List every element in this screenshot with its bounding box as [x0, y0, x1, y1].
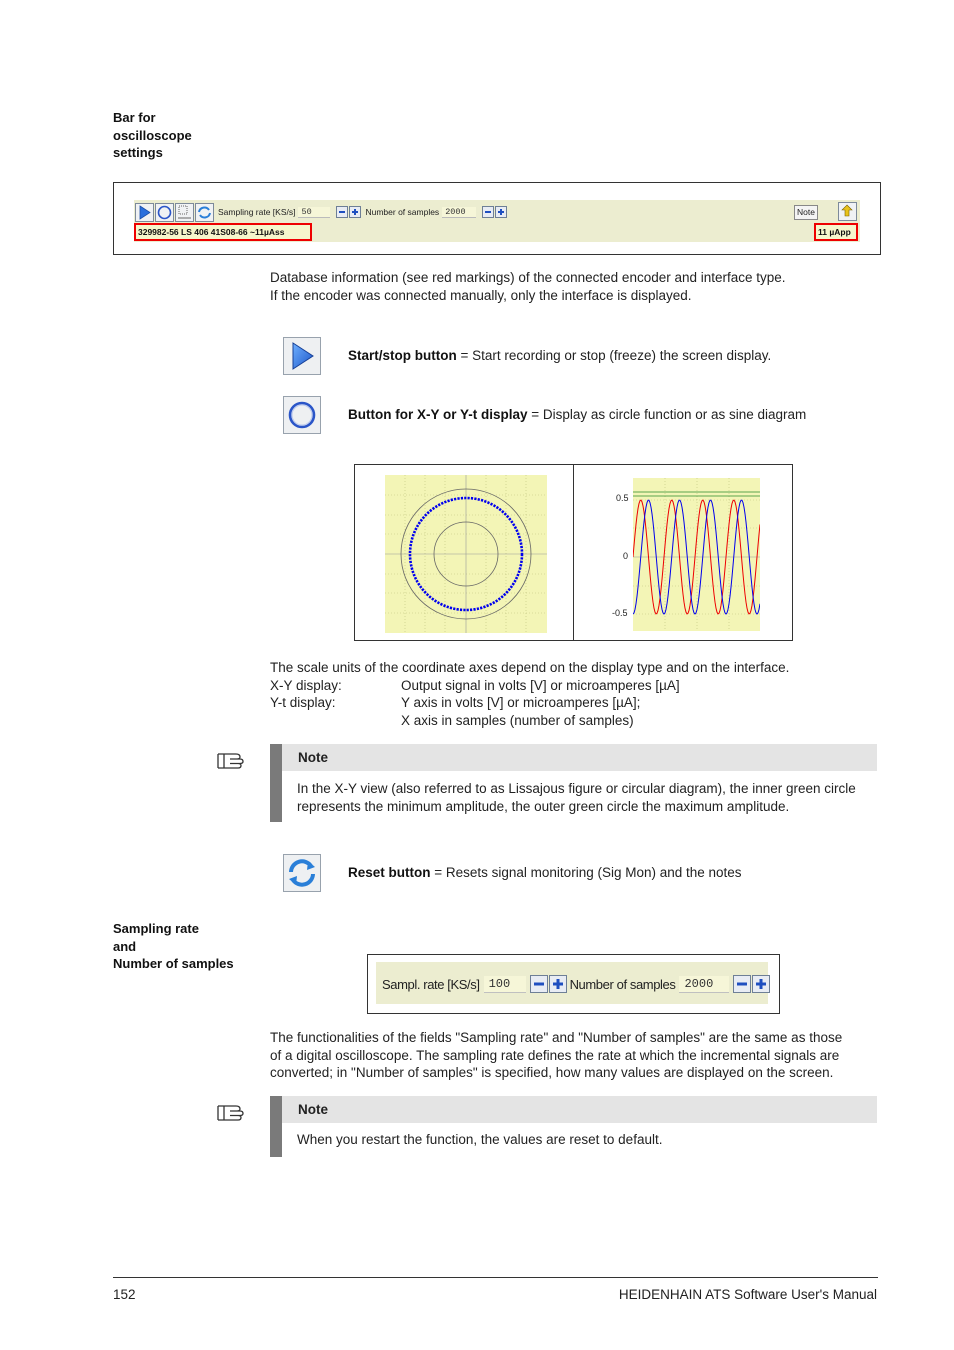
xy-display-label: X-Y display:: [270, 678, 342, 693]
minus-icon[interactable]: [733, 975, 751, 993]
play-icon: [284, 338, 320, 374]
start-stop-description: Start/stop button = Start recording or stop (freeze) the screen display.: [348, 348, 772, 363]
samples-label: Number of samples: [365, 207, 440, 217]
note-1-bar: [270, 744, 282, 822]
sampling-rate-field[interactable]: 100: [484, 976, 526, 993]
reset-icon[interactable]: [195, 203, 214, 222]
plus-icon[interactable]: [549, 975, 567, 993]
minus-icon[interactable]: [482, 206, 494, 218]
note-1-text: In the X-Y view (also referred to as Lissajous figure or circular diagram), the inner green circle represents the minimum amplitude, the outer green circle the maximum amplitude.: [297, 781, 856, 814]
reset-icon: [284, 855, 320, 891]
plus-icon[interactable]: [495, 206, 507, 218]
sampling-rate-field[interactable]: 50: [298, 207, 330, 218]
note-1-title: Note: [282, 744, 877, 771]
xy-button-image: [283, 396, 321, 434]
play-icon[interactable]: [135, 203, 154, 222]
note-button[interactable]: Note: [794, 205, 818, 220]
footer-rule: [113, 1277, 878, 1278]
note-2-title: Note: [282, 1096, 877, 1123]
oscilloscope-toolbar: [134, 200, 860, 242]
functionality-text: The functionalities of the fields "Sampling rate" and "Number of samples" are the same as those of a digital oscilloscope. The sampling rate defines the rate at which the incremental signals are converted; in "Number of samples" is specified, how many values are displayed on the screen.: [270, 1030, 843, 1080]
note-2-bar: [270, 1096, 282, 1157]
pointing-hand-icon: [216, 1098, 252, 1124]
note-2-text: When you restart the function, the values are reset to default.: [297, 1132, 663, 1147]
sampling-panel: [376, 962, 768, 1004]
y-tick-mid: 0: [623, 551, 629, 561]
y-tick-top: 0.5: [616, 493, 629, 503]
plus-icon[interactable]: [349, 206, 361, 218]
section-heading-bar: Bar for oscilloscope settings: [113, 110, 192, 160]
circle-display-icon: [284, 397, 320, 433]
plus-icon[interactable]: [752, 975, 770, 993]
export-icon[interactable]: [838, 202, 857, 221]
samples-field[interactable]: 2000: [442, 207, 476, 218]
footer-title: HEIDENHAIN ATS Software User's Manual: [618, 1287, 877, 1302]
yt-sine-plot: [633, 478, 760, 631]
xy-button-description: Button for X-Y or Y-t display = Display as circle function or as sine diagram: [348, 407, 807, 422]
start-stop-button-image: [283, 337, 321, 375]
encoder-info-marking: 329982-56 LS 406 41S08-66 ~11µAss: [134, 223, 312, 241]
sampling-rate-label: Sampling rate [KS/s]: [218, 207, 296, 217]
amplitude-info-marking: 11 µApp: [814, 223, 858, 241]
intro-text: Database information (see red markings) of the connected encoder and interface type. If the encoder was connected manually, only the interface is displayed.: [270, 270, 786, 303]
samples-field[interactable]: 2000: [679, 976, 729, 993]
samples-label: Number of samples: [569, 976, 676, 992]
yt-display-text-2: X axis in samples (number of samples): [401, 713, 634, 728]
minus-icon[interactable]: [336, 206, 348, 218]
reset-description: Reset button = Resets signal monitoring (Sig Mon) and the notes: [348, 865, 742, 880]
yt-display-text-1: Y axis in volts [V] or microamperes [µA];: [401, 695, 641, 710]
circle-display-icon[interactable]: [155, 203, 174, 222]
xy-display-text: Output signal in volts [V] or microamperes [µA]: [401, 678, 680, 693]
section-heading-sampling: Sampling rate and Number of samples: [113, 921, 234, 971]
minus-icon[interactable]: [530, 975, 548, 993]
scale-icon[interactable]: [175, 203, 194, 222]
sampling-rate-label: Sampl. rate [KS/s]: [382, 976, 480, 992]
pointing-hand-icon: [216, 746, 252, 772]
page-number: 152: [113, 1287, 136, 1302]
scale-intro: The scale units of the coordinate axes depend on the display type and on the interface.: [270, 660, 790, 675]
reset-button-image: [283, 854, 321, 892]
yt-display-label: Y-t display:: [270, 695, 336, 710]
frame-divider: [573, 464, 574, 641]
xy-lissajous-plot: [385, 475, 547, 633]
y-tick-bottom: -0.5: [612, 608, 628, 618]
